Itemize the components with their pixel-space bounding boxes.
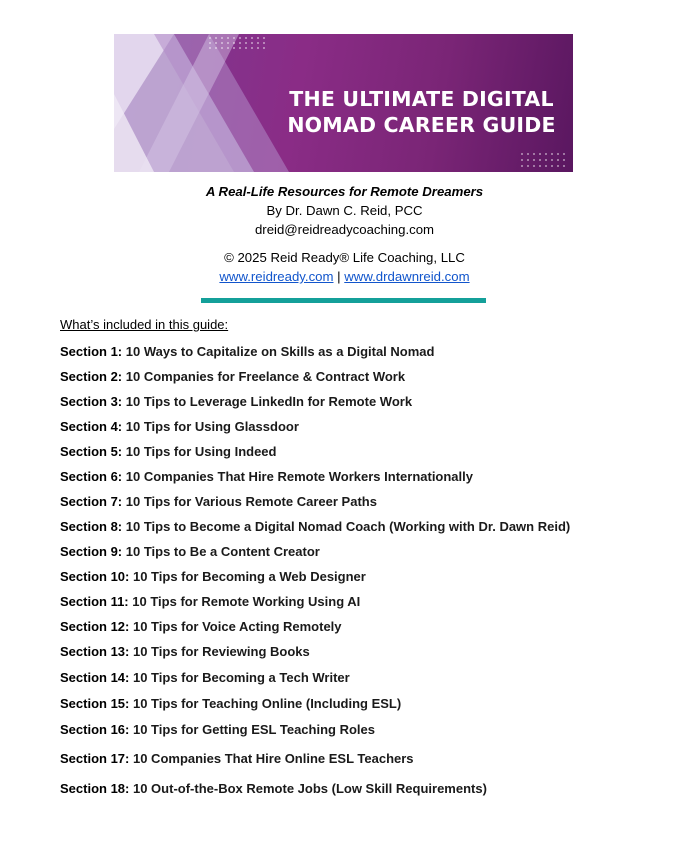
section-number: Section 6:: [60, 469, 123, 484]
section-number: Section 2:: [60, 369, 123, 384]
section-title: 10 Tips for Teaching Online (Including ESL): [132, 696, 402, 711]
teal-divider: [201, 298, 486, 303]
section-number: Section 4:: [60, 419, 123, 434]
banner-title-line-1: THE ULTIMATE DIGITAL: [289, 87, 554, 111]
section-title: 10 Companies That Hire Remote Workers Internationally: [125, 469, 473, 484]
toc-item: [60, 619, 342, 634]
author-line: By Dr. Dawn C. Reid, PCC: [266, 203, 423, 218]
author-email: dreid@reidreadycoaching.com: [254, 222, 435, 237]
toc-item: [60, 469, 473, 484]
website-links: [0, 269, 689, 284]
section-number: Section 11:: [60, 594, 129, 609]
toc-item: [60, 722, 375, 737]
toc-item: [60, 569, 366, 584]
subtitle: A Real-Life Resources for Remote Dreamers: [205, 184, 484, 199]
section-title: 10 Tips for Becoming a Tech Writer: [132, 670, 350, 685]
toc-item: [60, 394, 412, 409]
section-title: 10 Tips for Using Glassdoor: [125, 419, 299, 434]
section-number: Section 12:: [60, 619, 130, 634]
toc-item: [60, 594, 360, 609]
section-number: Section 13:: [60, 644, 130, 659]
section-title: 10 Ways to Capitalize on Skills as a Digital Nomad: [125, 344, 435, 359]
toc-item: [60, 544, 320, 559]
header-banner: [114, 34, 573, 172]
toc-item: [60, 344, 434, 359]
toc-item: [60, 644, 310, 659]
toc-item: [60, 670, 350, 685]
section-number: Section 9:: [60, 544, 123, 559]
section-title: 10 Tips for Various Remote Career Paths: [125, 494, 377, 509]
section-title: 10 Tips for Voice Acting Remotely: [132, 619, 342, 634]
toc-item: [60, 419, 299, 434]
section-title: 10 Companies That Hire Online ESL Teachers: [132, 751, 414, 766]
section-number: Section 15:: [60, 696, 130, 711]
section-number: Section 8:: [60, 519, 123, 534]
toc-item: [60, 781, 487, 796]
section-title: 10 Tips for Getting ESL Teaching Roles: [132, 722, 375, 737]
toc-item: [60, 519, 570, 534]
link-reidready[interactable]: www.reidready.com: [219, 269, 334, 284]
toc-item: [60, 751, 414, 766]
toc-item: [60, 494, 377, 509]
section-number: Section 7:: [60, 494, 123, 509]
section-title: 10 Tips for Using Indeed: [125, 444, 277, 459]
section-number: Section 14:: [60, 670, 130, 685]
section-title: 10 Out-of-the-Box Remote Jobs (Low Skill Requirements): [132, 781, 487, 796]
link-drdawnreid[interactable]: www.drdawnreid.com: [344, 269, 470, 284]
section-title: 10 Tips to Be a Content Creator: [125, 544, 320, 559]
section-title: 10 Companies for Freelance & Contract Work: [125, 369, 406, 384]
banner-title-line-2: NOMAD CAREER GUIDE: [287, 113, 556, 137]
section-number: Section 3:: [60, 394, 123, 409]
section-number: Section 1:: [60, 344, 123, 359]
section-number: Section 17:: [60, 751, 130, 766]
section-number: Section 5:: [60, 444, 123, 459]
section-number: Section 18:: [60, 781, 130, 796]
section-title: 10 Tips to Leverage LinkedIn for Remote Work: [125, 394, 413, 409]
section-number: Section 16:: [60, 722, 130, 737]
toc-heading: What’s included in this guide:: [60, 317, 229, 332]
toc-item: [60, 369, 405, 384]
section-title: 10 Tips to Become a Digital Nomad Coach (Working with Dr. Dawn Reid): [125, 519, 571, 534]
link-separator: |: [333, 269, 345, 284]
banner-title: [274, 86, 569, 138]
section-title: 10 Tips for Reviewing Books: [132, 644, 310, 659]
section-title: 10 Tips for Becoming a Web Designer: [132, 569, 366, 584]
toc-item: [60, 696, 401, 711]
section-title: 10 Tips for Remote Working Using AI: [132, 594, 361, 609]
section-number: Section 10:: [60, 569, 130, 584]
copyright-line: © 2025 Reid Ready® Life Coaching, LLC: [224, 250, 465, 265]
toc-item: [60, 444, 276, 459]
